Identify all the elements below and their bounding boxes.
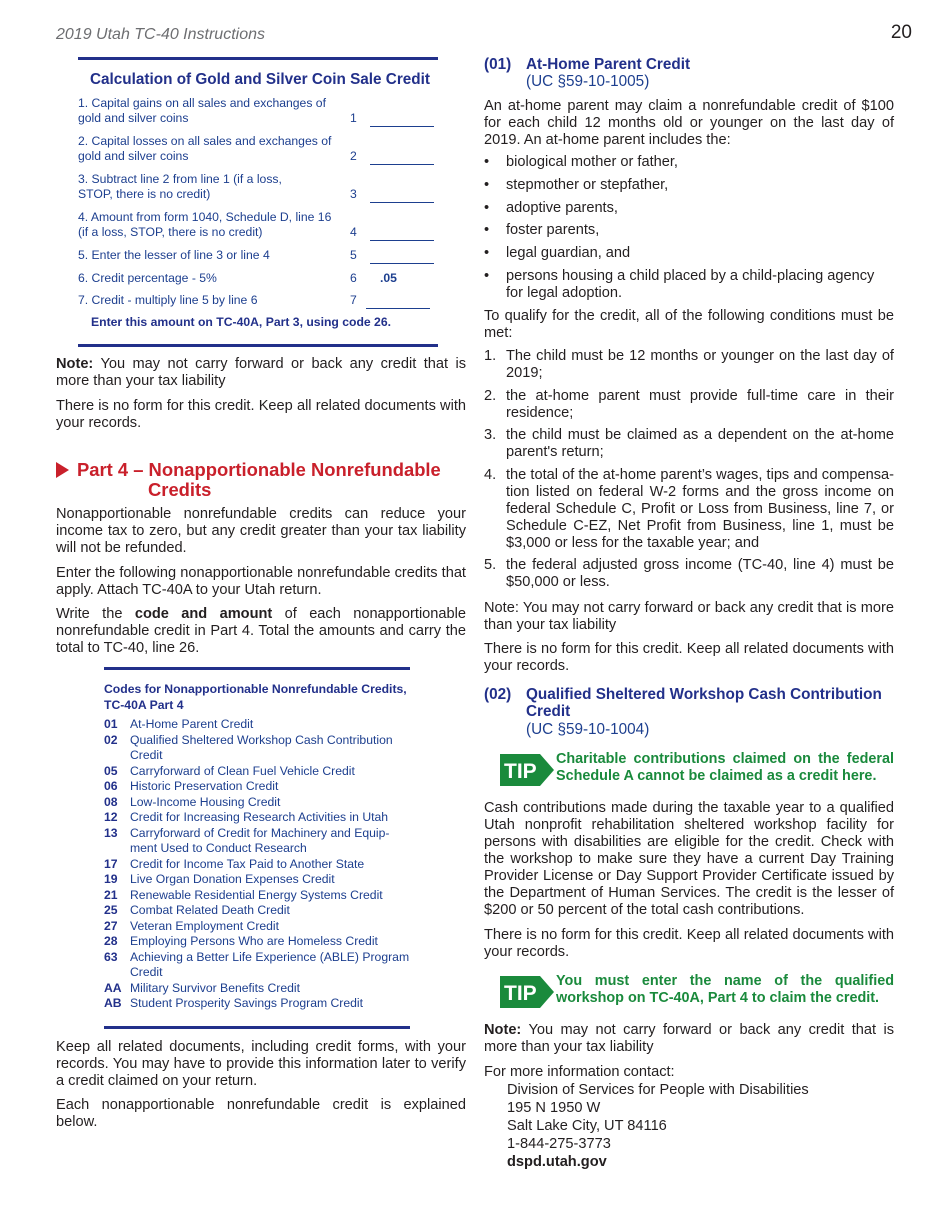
tip-text: Charitable contributions claimed on the federal Schedule A cannot be claimed as a credit here. bbox=[556, 751, 894, 784]
sec1-intro-block bbox=[484, 98, 894, 149]
contact-line: Salt Lake City, UT 84116 bbox=[507, 1118, 667, 1134]
code-number: 13 bbox=[104, 825, 118, 840]
code-label: Credit for Income Tax Paid to Another State bbox=[130, 856, 365, 871]
page-number: 20 bbox=[890, 22, 912, 43]
list-item bbox=[104, 795, 410, 811]
note-text: You may not carry forward or back any credit that is more than your tax liability bbox=[56, 356, 466, 389]
list-item bbox=[104, 779, 410, 795]
sec2-noform: There is no form for this credit. Keep all related documents with your records. bbox=[484, 927, 894, 960]
sec1-bullet-list bbox=[484, 154, 894, 302]
worksheet-footer: Enter this amount on TC-40A, Part 3, using code 26. bbox=[91, 315, 391, 329]
section-code: (01) bbox=[484, 56, 512, 73]
list-item: • biological mother or father, bbox=[484, 154, 894, 171]
code-label: Combat Related Death Credit bbox=[130, 903, 290, 917]
note-label: Note: bbox=[56, 356, 94, 372]
sec1-intro: An at-home parent may claim a nonrefundable credit of $100 for each child 12 months old or younger on the last day of 2019. An at-home parent includes the: bbox=[484, 98, 894, 148]
code-label: Carryforward of Clean Fuel Vehicle Credit bbox=[130, 763, 355, 778]
worksheet-line-text: 4. Amount from form 1040, Schedule D, line 16 (if a loss, STOP, there is no credit) bbox=[78, 210, 332, 239]
codes-title: Codes for Nonapportionable Nonrefundable Credits, TC-40A Part 4 bbox=[104, 682, 407, 712]
sec1-conditions-list bbox=[484, 348, 894, 591]
list-item bbox=[104, 810, 410, 826]
code-label: Renewable Residential Energy Systems Credit bbox=[130, 887, 383, 902]
worksheet-line-number: 6 bbox=[350, 271, 357, 285]
code-label: Historic Preservation Credit bbox=[130, 779, 279, 793]
tip-callout-2 bbox=[500, 972, 894, 1012]
part4-para1-block bbox=[56, 506, 466, 557]
code-label: Achieving a Better Life Experience (ABLE) Program Credit bbox=[130, 949, 410, 979]
code-number: 06 bbox=[104, 779, 118, 793]
contact-info bbox=[484, 1063, 809, 1171]
list-item bbox=[104, 872, 410, 888]
code-number: 08 bbox=[104, 794, 118, 809]
sec2-note-block bbox=[484, 1022, 894, 1056]
code-label: Student Prosperity Savings Program Credit bbox=[130, 996, 364, 1010]
code-number: 25 bbox=[104, 903, 118, 917]
list-item: • adoptive parents, bbox=[484, 200, 894, 217]
code-label: Employing Persons Who are Homeless Credit bbox=[130, 934, 378, 948]
code-label: At-Home Parent Credit bbox=[130, 717, 254, 731]
list-item: • legal guardian, and bbox=[484, 245, 894, 262]
code-number: 05 bbox=[104, 763, 118, 778]
worksheet-line-text: 3. Subtract line 2 from line 1 (if a loss, STOP, there is no credit) bbox=[78, 172, 282, 201]
list-item bbox=[104, 950, 410, 981]
code-label: Carryforward of Credit for Machinery and Equip-ment Used to Conduct Research bbox=[130, 825, 390, 855]
code-number: 27 bbox=[104, 918, 118, 933]
worksheet-line-number: 4 bbox=[350, 225, 357, 239]
list-item bbox=[104, 717, 410, 733]
sec1-qualify: To qualify for the credit, all of the following conditions must be met: bbox=[484, 308, 894, 341]
list-item: 3. the child must be claimed as a dependent on the at-home parent's return; bbox=[484, 427, 894, 460]
worksheet-line-number: 2 bbox=[350, 149, 357, 163]
sec1-bullets-block bbox=[484, 154, 894, 308]
contact-website-link[interactable]: dspd.utah.gov bbox=[507, 1154, 607, 1170]
contact-line: Division of Services for People with Disabilities bbox=[507, 1082, 809, 1098]
sec1-conditions-block bbox=[484, 348, 894, 597]
tip-badge-icon bbox=[500, 752, 554, 788]
section-code: (02) bbox=[484, 686, 512, 703]
list-item bbox=[104, 934, 410, 950]
code-number: 02 bbox=[104, 732, 118, 747]
credit-codes-box bbox=[104, 667, 410, 1029]
section-02-heading bbox=[484, 686, 904, 738]
section-ref: (UC §59-10-1004) bbox=[526, 721, 650, 738]
list-item: 4. the total of the at-home parent’s wages, tips and compensa-tion listed on federal W-2 forms and the gross income on federal Schedule C, Profit or Loss from Business, line 7, or Schedule C-EZ, Net Profit from Business, line 1, must be $3,000 or less for the taxable year; and bbox=[484, 466, 894, 551]
code-list bbox=[104, 717, 410, 1012]
list-item bbox=[104, 919, 410, 935]
list-item bbox=[104, 857, 410, 873]
triangle-arrow-icon bbox=[56, 462, 69, 478]
worksheet-line-number: 7 bbox=[350, 293, 357, 307]
no-form-text: There is no form for this credit. Keep all related documents with your records. bbox=[56, 398, 466, 431]
worksheet-line-number: 5 bbox=[350, 248, 357, 262]
list-item: 2. the at-home parent must provide full-time care in their residence; bbox=[484, 387, 894, 421]
code-number: 12 bbox=[104, 810, 118, 824]
sec1-qualify-block bbox=[484, 308, 894, 342]
code-label: Credit for Increasing Research Activities in Utah bbox=[130, 810, 389, 824]
worksheet-line-text: 6. Credit percentage - 5% bbox=[78, 271, 217, 285]
gold-silver-worksheet bbox=[78, 57, 438, 347]
code-label: Veteran Employment Credit bbox=[130, 918, 280, 933]
page-header-title: 2019 Utah TC-40 Instructions bbox=[56, 26, 265, 43]
part4-para3-block bbox=[56, 606, 466, 657]
svg-text:TIP: TIP bbox=[504, 982, 537, 1005]
sec1-noform-block bbox=[484, 641, 894, 675]
part4-para2: Enter the following nonapportionable nonrefundable credits that apply. Attach TC-40A to your Utah return. bbox=[56, 565, 466, 598]
para3-text-c: of each nonapportionable nonrefundable credit in Part 4. Total the amounts and carry the total to TC-40, line 26. bbox=[56, 606, 467, 656]
contact-intro: For more information contact: bbox=[484, 1064, 675, 1080]
left-para5: Each nonapportionable nonrefundable credit is explained below. bbox=[56, 1097, 466, 1130]
worksheet-line-text: 2. Capital losses on all sales and exchanges of gold and silver coins bbox=[78, 134, 332, 163]
part4-para2-block bbox=[56, 565, 466, 599]
tip-callout-1 bbox=[500, 750, 894, 790]
left-para4: Keep all related documents, including credit forms, with your records. You may have to provide this information later to verify a credit claimed on your return. bbox=[56, 1039, 466, 1089]
sec1-note: Note: You may not carry forward or back any credit that is more than your tax liability bbox=[484, 600, 894, 633]
left-para5-block bbox=[56, 1097, 466, 1131]
list-item bbox=[104, 733, 410, 764]
worksheet-line-text: 1. Capital gains on all sales and exchanges of gold and silver coins bbox=[78, 96, 326, 125]
code-number: 63 bbox=[104, 949, 118, 964]
worksheet-line-number: 1 bbox=[350, 111, 357, 125]
worksheet-line-value: .05 bbox=[380, 271, 397, 285]
code-number: 28 bbox=[104, 934, 118, 948]
tip-badge-icon bbox=[500, 974, 554, 1010]
code-number: 21 bbox=[104, 887, 118, 902]
worksheet-line-blank[interactable] bbox=[370, 226, 434, 241]
worksheet-line-number: 3 bbox=[350, 187, 357, 201]
list-item bbox=[104, 996, 410, 1012]
sec2-para: Cash contributions made during the taxable year to a qualified Utah nonprofit rehabilitation sheltered workshop facility for persons with disabilities are eligible for the credit. Check with the workshop to make sure they have a current Day Training Provider License or Day Support Provider Certificate issued by the Department of Human Services. The credit is the lesser of $200 or 50 percent of the total cash contributions. bbox=[484, 800, 894, 918]
worksheet-line-blank[interactable] bbox=[366, 294, 430, 309]
worksheet-line-text: 5. Enter the lesser of line 3 or line 4 bbox=[78, 248, 270, 262]
list-item bbox=[104, 826, 410, 857]
list-item: 5. the federal adjusted gross income (TC-40, line 4) must be $50,000 or less. bbox=[484, 557, 894, 590]
list-item: • persons housing a child placed by a child-placing agency for legal adoption. bbox=[484, 268, 894, 302]
contact-phone: 1-844-275-3773 bbox=[507, 1136, 611, 1152]
list-item bbox=[104, 764, 410, 780]
list-item bbox=[104, 903, 410, 919]
section-name: Qualified Sheltered Workshop Cash Contribution Credit bbox=[526, 686, 882, 720]
para3-bold: code and amount bbox=[134, 606, 273, 622]
worksheet-line-blank[interactable] bbox=[370, 249, 434, 264]
list-item bbox=[104, 888, 410, 904]
tip-text: You must enter the name of the qualified workshop on TC-40A, Part 4 to claim the credit. bbox=[556, 973, 894, 1006]
sec1-note-block bbox=[484, 600, 894, 634]
list-item: 1. The child must be 12 months or younger on the last day of 2019; bbox=[484, 348, 894, 381]
code-label: Live Organ Donation Expenses Credit bbox=[130, 872, 335, 886]
worksheet-line-blank[interactable] bbox=[370, 112, 434, 127]
list-item bbox=[104, 981, 410, 997]
section-name: At-Home Parent Credit bbox=[526, 56, 691, 73]
code-number: AB bbox=[104, 996, 122, 1010]
code-number: 19 bbox=[104, 872, 118, 886]
sec2-noform-block bbox=[484, 927, 894, 961]
worksheet-line-blank[interactable] bbox=[370, 150, 434, 165]
worksheet-line-text: 7. Credit - multiply line 5 by line 6 bbox=[78, 293, 258, 307]
section-ref: (UC §59-10-1005) bbox=[526, 73, 650, 90]
worksheet-line-blank[interactable] bbox=[370, 188, 434, 203]
contact-line: 195 N 1950 W bbox=[507, 1100, 601, 1116]
section-01-heading bbox=[484, 56, 904, 92]
part4-para1: Nonapportionable nonrefundable credits can reduce your income tax to zero, but any credit greater than your tax liability will not be refunded. bbox=[56, 506, 466, 556]
code-number: 01 bbox=[104, 717, 118, 731]
code-label: Qualified Sheltered Workshop Cash Contribution Credit bbox=[130, 732, 393, 762]
sec2-para-block bbox=[484, 800, 894, 919]
para3-text-a: Write the bbox=[56, 606, 135, 622]
part4-heading-line1: Part 4 – Nonapportionable Nonrefundable bbox=[77, 459, 441, 480]
part4-heading-line2: Credits bbox=[148, 479, 212, 500]
svg-text:TIP: TIP bbox=[504, 760, 537, 783]
code-label: Military Survivor Benefits Credit bbox=[130, 980, 300, 995]
code-label: Low-Income Housing Credit bbox=[130, 794, 281, 809]
sec1-noform: There is no form for this credit. Keep all related documents with your records. bbox=[484, 641, 894, 674]
list-item: • foster parents, bbox=[484, 222, 894, 239]
left-noform bbox=[56, 398, 466, 432]
left-para4-block bbox=[56, 1039, 466, 1090]
code-number: AA bbox=[104, 980, 122, 995]
worksheet-title: Calculation of Gold and Silver Coin Sale Credit bbox=[90, 71, 430, 88]
note-label: Note: bbox=[484, 1022, 522, 1038]
code-number: 17 bbox=[104, 856, 118, 871]
left-note bbox=[56, 356, 466, 390]
list-item: • stepmother or stepfather, bbox=[484, 177, 894, 194]
note-text: You may not carry forward or back any credit that is more than your tax liability bbox=[484, 1022, 894, 1055]
